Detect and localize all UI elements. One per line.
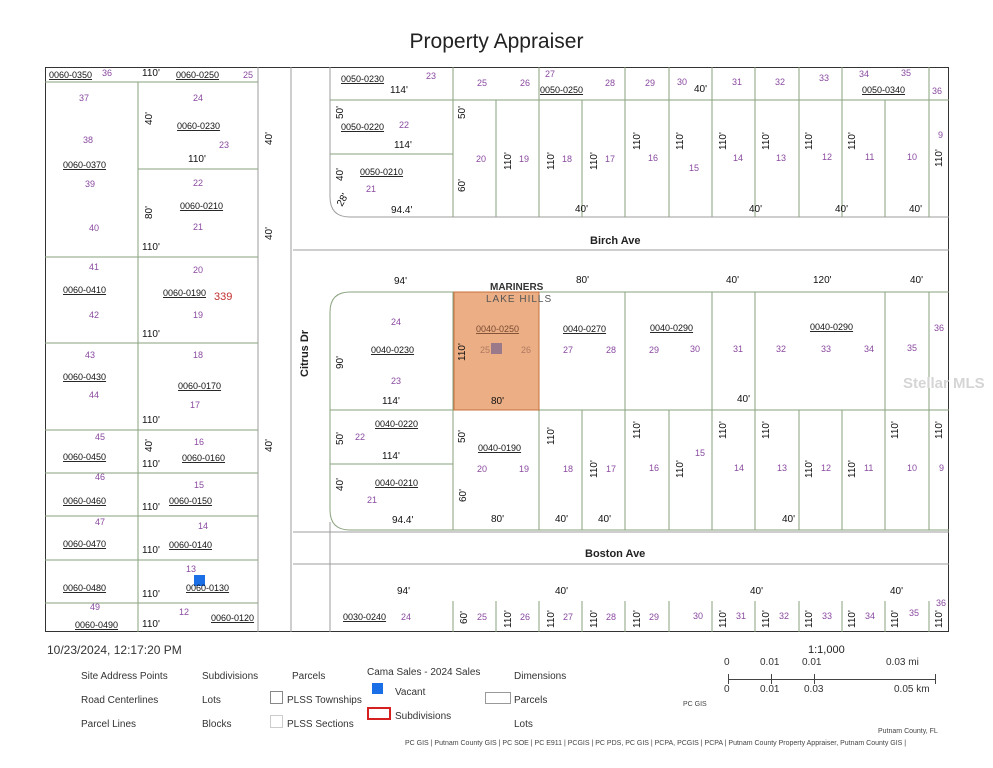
block-number: 339 <box>214 291 233 303</box>
lot-number: 26 <box>520 612 531 622</box>
lot-number: 10 <box>907 152 918 162</box>
parcel-id: 0060-0450 <box>63 452 107 462</box>
dimension: 40' <box>835 204 849 215</box>
parcel-id: 0060-0410 <box>63 285 107 295</box>
scale-tick: 0.05 km <box>894 684 930 695</box>
parcel-id: 0060-0250 <box>176 70 220 80</box>
lot-number: 31 <box>736 611 747 621</box>
legend-swatch-plss-townships <box>270 691 283 704</box>
parcel-id: 0060-0190 <box>163 288 207 298</box>
dimension: 110' <box>804 460 815 478</box>
lot-number: 36 <box>102 68 113 78</box>
lot-number: 21 <box>193 222 204 232</box>
dimension: 110' <box>503 610 514 628</box>
lot-number: 17 <box>190 400 201 410</box>
parcel-id: 0040-0270 <box>563 324 607 334</box>
lot-number: 27 <box>545 69 556 79</box>
dimension: 110' <box>457 343 468 361</box>
parcel-id: 0060-0170 <box>178 381 222 391</box>
legend-dimensions: Dimensions <box>514 671 567 682</box>
parcel-id: 0060-0470 <box>63 539 107 549</box>
lot-number: 44 <box>89 390 100 400</box>
dimension: 110' <box>934 610 945 628</box>
lot-number: 27 <box>563 612 574 622</box>
parcel-id: 0030-0240 <box>343 612 387 622</box>
dimension: 40' <box>575 204 589 215</box>
lot-number: 38 <box>83 135 94 145</box>
scale-tick: 0.03 <box>804 684 824 695</box>
dimension: 60' <box>457 178 468 192</box>
lot-number: 13 <box>777 463 788 473</box>
lot-number: 18 <box>563 464 574 474</box>
parcel-id: 0040-0190 <box>478 443 522 453</box>
scale-ratio: 1:1,000 <box>808 644 845 656</box>
lot-number: 23 <box>219 140 230 150</box>
lot-number: 47 <box>95 517 106 527</box>
lot-number: 12 <box>822 152 833 162</box>
parcel-id: 0060-0350 <box>49 70 93 80</box>
county-label: Putnam County, FL <box>878 728 938 735</box>
dimension: 110' <box>142 589 160 600</box>
subdivision-label: MARINERS <box>490 282 544 293</box>
parcel-id: 0060-0120 <box>211 613 255 623</box>
dimension: 110' <box>142 242 160 253</box>
dimension: 40' <box>264 131 275 145</box>
lot-number: 11 <box>864 463 874 473</box>
lot-number: 27 <box>563 345 574 355</box>
legend-subdivisions-2: Subdivisions <box>395 711 452 722</box>
lot-number: 24 <box>401 612 412 622</box>
dimension: 110' <box>142 329 160 340</box>
lot-number: 22 <box>193 178 204 188</box>
dimension: 40' <box>694 84 708 95</box>
parcel-id: 0050-0230 <box>341 74 385 84</box>
dimension: 110' <box>188 154 206 165</box>
scale-tick: 0.03 mi <box>886 657 919 668</box>
lot-number: 17 <box>606 464 617 474</box>
lot-number: 16 <box>649 463 660 473</box>
dimension: 94' <box>394 276 408 287</box>
dimension: 110' <box>847 132 858 150</box>
legend-site-address-points: Site Address Points <box>81 671 168 682</box>
lot-number: 19 <box>519 464 530 474</box>
lot-number: 26 <box>521 345 532 355</box>
parcel-id: 0060-0230 <box>177 121 221 131</box>
lot-number: 17 <box>605 154 616 164</box>
dimension: 110' <box>804 610 815 628</box>
lot-number: 9 <box>938 130 944 140</box>
lot-number: 37 <box>79 93 90 103</box>
dimension: 40' <box>890 586 904 597</box>
lot-number: 9 <box>939 463 945 473</box>
lot-number: 25 <box>477 612 488 622</box>
legend-parcels: Parcels <box>292 671 326 682</box>
lot-number: 15 <box>194 480 205 490</box>
dimension: 114' <box>382 451 400 462</box>
lot-number: 19 <box>193 310 204 320</box>
dimension: 110' <box>934 421 945 439</box>
dimension: 110' <box>934 149 945 167</box>
lot-number: 13 <box>186 564 197 574</box>
dimension: 60' <box>459 610 470 624</box>
parcel-id: 0040-0250 <box>476 324 520 334</box>
dimension: 110' <box>761 132 772 150</box>
lot-number: 14 <box>198 521 209 531</box>
lot-number: 30 <box>693 611 704 621</box>
dimension: 110' <box>890 610 901 628</box>
lot-number: 49 <box>90 602 101 612</box>
lot-number: 18 <box>562 154 573 164</box>
lot-number: 30 <box>690 344 701 354</box>
dimension: 110' <box>142 459 160 470</box>
timestamp: 10/23/2024, 12:17:20 PM <box>47 643 182 657</box>
lot-number: 21 <box>367 495 378 505</box>
watermark: Stellar MLS <box>903 375 985 392</box>
parcel-id: 0040-0230 <box>371 345 415 355</box>
dimension: 40' <box>737 394 751 405</box>
lot-number: 12 <box>821 463 832 473</box>
lot-number: 12 <box>179 607 190 617</box>
pc-gis-label: PC GIS <box>683 701 707 708</box>
lot-number: 20 <box>476 154 487 164</box>
dimension: 80' <box>576 275 590 286</box>
dimension: 94.4' <box>392 515 414 526</box>
parcel-id: 0060-0160 <box>182 453 226 463</box>
dimension: 110' <box>589 152 600 170</box>
dimension: 110' <box>675 132 686 150</box>
dimension: 110' <box>589 610 600 628</box>
lot-number: 41 <box>89 262 100 272</box>
lot-number: 28 <box>606 612 617 622</box>
dimension: 110' <box>546 152 557 170</box>
dimension: 110' <box>847 610 858 628</box>
lot-number: 29 <box>645 78 656 88</box>
lot-number: 20 <box>477 464 488 474</box>
lot-number: 35 <box>907 343 918 353</box>
lot-number: 15 <box>695 448 706 458</box>
lot-number: 22 <box>355 432 366 442</box>
dimension: 50' <box>335 431 346 445</box>
dimension: 110' <box>718 610 729 628</box>
dimension: 114' <box>390 85 408 96</box>
lot-number: 31 <box>733 344 744 354</box>
lot-number: 28 <box>605 78 616 88</box>
lot-number: 26 <box>520 78 531 88</box>
dimension: 28' <box>335 191 352 209</box>
credits: PC GIS | Putnam County GIS | PC SOE | PC E911 | PCGIS | PC PDS, PC GIS | PCPA, PCGIS | PCPA | Putnam County Property Appraiser, Putnam County GIS | <box>405 740 907 747</box>
lot-number: 36 <box>932 86 943 96</box>
lot-number: 32 <box>775 77 786 87</box>
dimension: 110' <box>142 68 160 79</box>
dimension: 110' <box>546 427 557 445</box>
legend-cama-sales: Cama Sales - 2024 Sales <box>367 667 481 678</box>
dimension: 40' <box>726 275 740 286</box>
dimension: 110' <box>503 152 514 170</box>
scale-tick: 0 <box>724 657 730 668</box>
parcel-id: 0060-0150 <box>169 496 213 506</box>
dimension: 40' <box>909 204 923 215</box>
legend-road-centerlines: Road Centerlines <box>81 695 159 706</box>
legend-swatch-vacant <box>372 683 383 694</box>
lot-number: 23 <box>391 376 402 386</box>
dimension: 110' <box>142 502 160 513</box>
lot-number: 22 <box>399 120 410 130</box>
dimension: 40' <box>598 514 612 525</box>
dimension: 50' <box>457 429 468 443</box>
dimension: 40' <box>144 111 155 125</box>
dimension: 80' <box>491 514 505 525</box>
lot-number: 14 <box>734 463 745 473</box>
parcel-id: 0050-0220 <box>341 122 385 132</box>
dimension: 40' <box>555 514 569 525</box>
lot-number: 24 <box>391 317 402 327</box>
parcel-id: 0040-0210 <box>375 478 419 488</box>
lot-number: 33 <box>822 611 833 621</box>
lot-number: 36 <box>934 323 945 333</box>
dimension: 40' <box>264 438 275 452</box>
parcel-id: 0060-0140 <box>169 540 213 550</box>
lot-number: 16 <box>194 437 205 447</box>
scale-tick: 0.01 <box>760 657 780 668</box>
scale-tick: 0 <box>724 684 730 695</box>
parcel-id: 0040-0290 <box>650 323 694 333</box>
lot-number: 30 <box>677 77 688 87</box>
parcel-id: 0060-0430 <box>63 372 107 382</box>
parcel-id: 0040-0220 <box>375 419 419 429</box>
lot-number: 13 <box>776 153 787 163</box>
dimension: 110' <box>761 610 772 628</box>
dimension: 110' <box>632 421 643 439</box>
dimension: 110' <box>890 421 901 439</box>
scale-tick: 0.01 <box>760 684 780 695</box>
street-birch-ave: Birch Ave <box>590 235 641 247</box>
lot-number: 29 <box>649 345 660 355</box>
lot-number: 19 <box>519 154 530 164</box>
dimension: 94' <box>397 586 411 597</box>
lot-number: 39 <box>85 179 96 189</box>
dimension: 40' <box>335 167 346 181</box>
lot-number: 46 <box>95 472 106 482</box>
lot-number: 35 <box>909 608 920 618</box>
lot-number: 21 <box>366 184 377 194</box>
subdivision-label-2: LAKE HILLS <box>486 294 553 305</box>
legend-subdivisions: Subdivisions <box>202 671 259 682</box>
parcel-id: 0060-0130 <box>186 583 230 593</box>
legend-swatch-parcels <box>485 692 511 704</box>
lot-number: 33 <box>821 344 832 354</box>
lot-number: 29 <box>649 612 660 622</box>
legend-parcels-2: Parcels <box>514 695 548 706</box>
lot-number: 40 <box>89 223 100 233</box>
lot-number: 28 <box>606 345 617 355</box>
parcel-id: 0050-0340 <box>862 85 906 95</box>
dimension: 50' <box>457 105 468 119</box>
dimension: 110' <box>675 460 686 478</box>
dimension: 80' <box>491 396 505 407</box>
dimension: 110' <box>718 132 729 150</box>
lot-number: 23 <box>426 71 437 81</box>
dimension: 50' <box>335 105 346 119</box>
lot-number: 33 <box>819 73 830 83</box>
dimension: 110' <box>718 421 729 439</box>
lot-number: 10 <box>907 463 918 473</box>
lot-number: 24 <box>193 93 204 103</box>
street-citrus-dr: Citrus Dr <box>299 329 311 377</box>
parcel-id: 0060-0490 <box>75 620 119 630</box>
dimension: 40' <box>264 226 275 240</box>
dimension: 40' <box>910 275 924 286</box>
parcel-id: 0050-0250 <box>540 85 584 95</box>
lot-number: 11 <box>865 152 875 162</box>
dimension: 110' <box>142 619 160 630</box>
legend-swatch-plss-sections <box>270 715 283 728</box>
lot-number: 34 <box>859 69 870 79</box>
legend-plss-townships: PLSS Townships <box>287 695 362 706</box>
dimension: 110' <box>632 132 643 150</box>
parcel-id: 0040-0290 <box>810 322 854 332</box>
lot-number: 31 <box>732 77 743 87</box>
lot-number: 18 <box>193 350 204 360</box>
lot-number: 42 <box>89 310 100 320</box>
lot-number: 25 <box>243 70 254 80</box>
parcel-id: 0060-0210 <box>180 201 224 211</box>
legend-swatch-subdivisions <box>367 707 391 720</box>
legend-plss-sections: PLSS Sections <box>287 719 354 730</box>
dimension: 110' <box>589 460 600 478</box>
parcel-id: 0060-0480 <box>63 583 107 593</box>
lot-number: 15 <box>689 163 700 173</box>
lot-number: 14 <box>733 153 744 163</box>
scale-bar <box>724 657 944 697</box>
dimension: 80' <box>144 205 155 219</box>
dimension: 110' <box>804 132 815 150</box>
scale-tick: 0.01 <box>802 657 822 668</box>
lot-number: 32 <box>776 344 787 354</box>
lot-number: 20 <box>193 265 204 275</box>
lot-number: 34 <box>864 344 875 354</box>
lot-number: 16 <box>648 153 659 163</box>
lot-number: 25 <box>477 78 488 88</box>
lot-number: 35 <box>901 68 912 78</box>
legend-parcel-lines: Parcel Lines <box>81 719 137 730</box>
legend-vacant: Vacant <box>395 687 426 698</box>
dimension: 40' <box>782 514 796 525</box>
legend-blocks: Blocks <box>202 719 232 730</box>
dimension: 114' <box>394 140 412 151</box>
parcel-id: 0050-0210 <box>360 167 404 177</box>
lot-number: 32 <box>779 611 790 621</box>
dimension: 110' <box>546 610 557 628</box>
dimension: 60' <box>458 488 469 502</box>
lot-number: 36 <box>936 598 947 608</box>
dimension: 110' <box>142 415 160 426</box>
lot-number: 25 <box>480 345 491 355</box>
dimension: 110' <box>761 421 772 439</box>
parcel-id: 0060-0370 <box>63 160 107 170</box>
legend-lots: Lots <box>202 695 221 706</box>
dimension: 110' <box>632 610 643 628</box>
dimension: 40' <box>749 204 763 215</box>
dimension: 94.4' <box>391 205 413 216</box>
dimension: 40' <box>335 477 346 491</box>
dimension: 110' <box>142 545 160 556</box>
street-boston-ave: Boston Ave <box>585 548 646 560</box>
dimension: 114' <box>382 396 400 407</box>
dimension: 110' <box>847 460 858 478</box>
legend-lots-2: Lots <box>514 719 533 730</box>
lot-number: 45 <box>95 432 106 442</box>
dimension: 40' <box>750 586 764 597</box>
dimension: 90' <box>335 355 346 369</box>
dimension: 40' <box>555 586 569 597</box>
parcel-id: 0060-0460 <box>63 496 107 506</box>
lot-number: 43 <box>85 350 96 360</box>
site-address-point <box>491 343 502 354</box>
dimension: 40' <box>144 438 155 452</box>
lot-number: 34 <box>865 611 876 621</box>
page-title: Property Appraiser <box>409 30 584 53</box>
dimension: 120' <box>813 275 832 286</box>
parcel-map[interactable] <box>45 67 949 632</box>
